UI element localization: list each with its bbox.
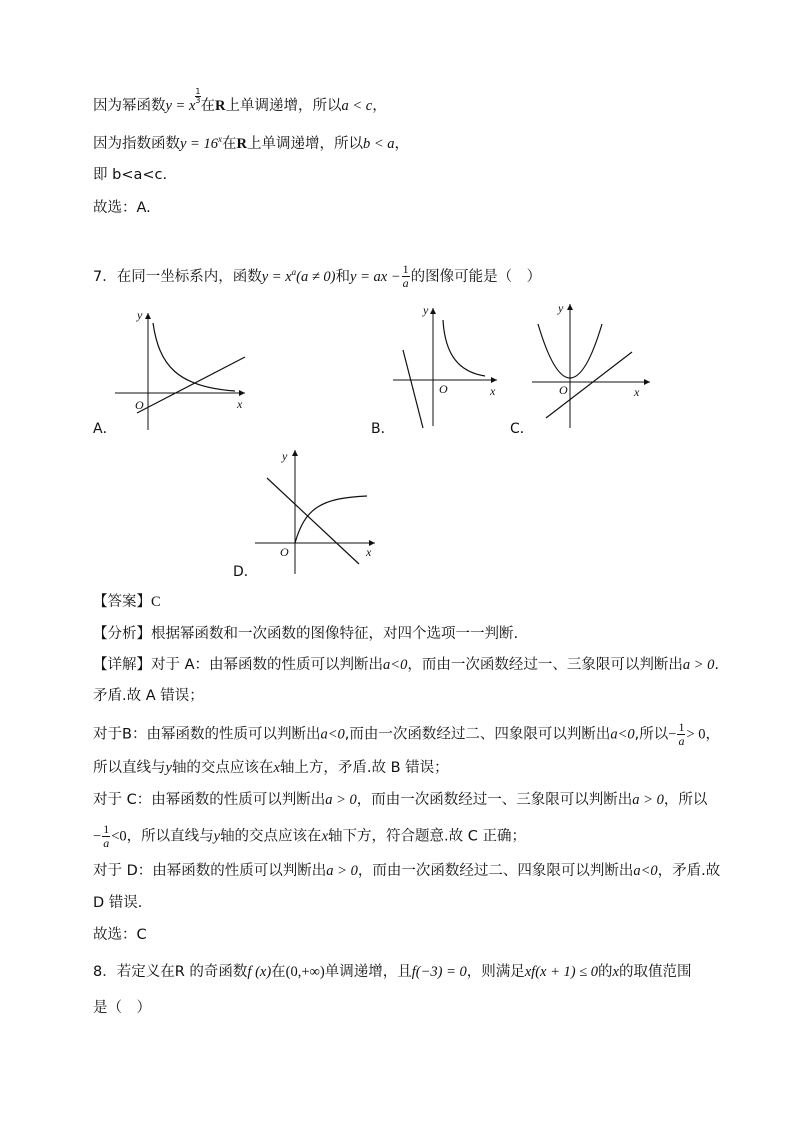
option-c-label: C． xyxy=(510,421,534,437)
answer-line xyxy=(93,592,161,612)
q8-stem-line1: 8．若定义在R 的奇函数f (x)在(0,+∞)单调递增，且f(−3) = 0，则满足xf(x + 1) ≤ 0的x的取值范围 xyxy=(93,964,692,980)
detail-c-line1: 对于 C：由幂函数的性质可以判断出a > 0，而由一次函数经过一、三象限可以判断出a > 0，所以 xyxy=(93,792,708,808)
graph-option-c xyxy=(528,298,654,432)
q7-fraction: $\frac{1}{a}$ xyxy=(402,262,409,291)
analysis-line: 【分析】根据幂函数和一次函数的图像特征，对四个选项一一判断. xyxy=(93,626,519,642)
detail-a-line1: 【详解】对于 A：由幂函数的性质可以判断出a<0，而由一次函数经过一、三象限可以判断出a > 0. xyxy=(93,657,719,673)
analysis-tag: 【分析】 xyxy=(93,626,151,642)
detail-a-line2: 矛盾.故 A 错误； xyxy=(93,688,204,704)
y-axis-label: y xyxy=(558,301,564,315)
detail-tag: 【详解】 xyxy=(93,657,151,673)
graph-option-b xyxy=(393,300,505,430)
x-axis-label: x xyxy=(237,397,243,411)
y-axis-label: y xyxy=(282,449,288,463)
graph-option-a xyxy=(115,305,255,433)
linear-line xyxy=(403,350,423,428)
answer-tag: 【答案】 xyxy=(93,594,151,610)
q8-stem-line2: 是（ ） xyxy=(93,1000,151,1016)
option-a-label: A． xyxy=(93,421,117,437)
x-axis-label: x xyxy=(490,384,496,398)
linear-line xyxy=(137,357,245,413)
option-d-label: D． xyxy=(233,564,258,580)
x-axis-label: x xyxy=(634,385,640,399)
solution-conclusion: 即 b<a<c. xyxy=(93,167,168,183)
q7-stem: 7．在同一坐标系内，函数$y = x^a(a \ne 0)$和y = ax − $\frac{1}{a}$ 的图像可能是（ ） xyxy=(93,262,542,291)
x-axis-label: x xyxy=(366,545,372,559)
power-curve xyxy=(295,496,367,543)
origin-label: O xyxy=(135,398,144,412)
detail-d-line1: 对于 D：由幂函数的性质可以判断出a > 0，而由一次函数经过二、四象限可以判断出a<0，矛盾.故 xyxy=(93,863,721,879)
y-axis-label: y xyxy=(423,303,429,317)
power-curve xyxy=(443,320,485,376)
origin-label: O xyxy=(559,383,568,397)
graph-option-d xyxy=(255,446,379,578)
power-curve xyxy=(153,323,235,391)
solution-line-exponential: 因为指数函数$y = 16^x$在R上单调递增，所以b < a， xyxy=(93,134,410,152)
detail-c-line2: − $\frac{1}{a}$ <0，所以直线与y轴的交点应该在x轴下方，符合题意.故 C 正确； xyxy=(93,822,526,850)
origin-label: O xyxy=(280,545,289,559)
answer-value: C xyxy=(151,594,161,610)
detail-b-line1: 对于B：由幂函数的性质可以判断出a<0,而由一次函数经过二、四象限可以判断出a<0,所以− $\frac{1}{a}$ > 0， xyxy=(93,720,721,748)
detail-d-line2: D 错误. xyxy=(93,895,143,911)
detail-b-line2: 所以直线与y轴的交点应该在x轴上方，矛盾.故 B 错误； xyxy=(93,760,449,776)
final-choice: 故选：C xyxy=(93,927,147,943)
origin-label: O xyxy=(439,382,448,396)
y-axis-label: y xyxy=(137,308,143,322)
solution-choice: 故选：A. xyxy=(93,200,151,216)
option-b-label: B． xyxy=(371,421,395,437)
solution-line-power: 因为幂函数y = x $\frac{1}{3}$ 在R上单调递增，所以a < c， xyxy=(93,87,387,114)
exponent-fraction: $\frac{1}{3}$ xyxy=(195,87,201,105)
